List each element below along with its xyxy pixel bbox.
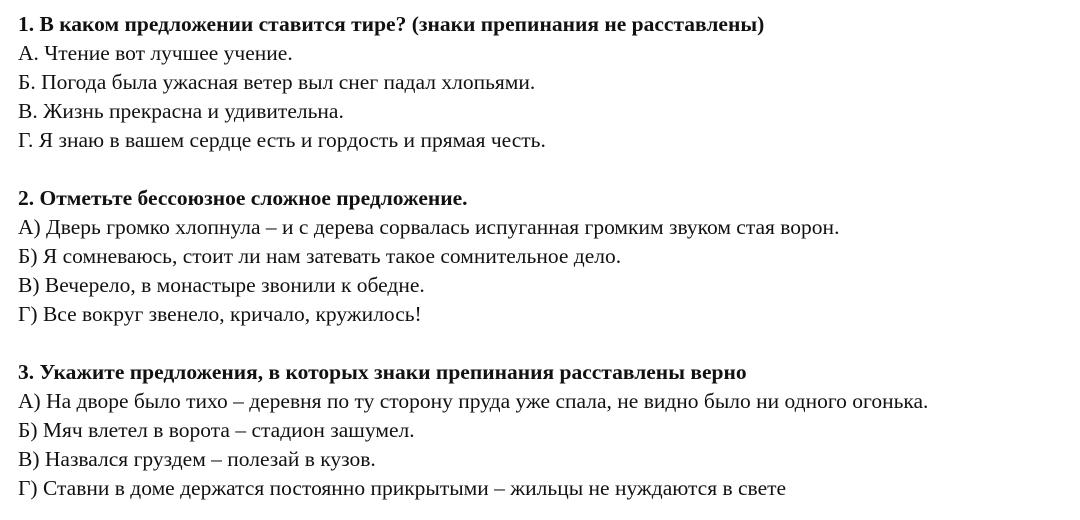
answer-option-b: Б) Мяч влетел в ворота – стадион зашумел.	[18, 418, 415, 442]
answer-option-a: А) Дверь громко хлопнула – и с дерева сорвалась испуганная громким звуком стая ворон.	[18, 215, 840, 239]
question-1	[18, 10, 1068, 155]
answer-option-g: Г) Все вокруг звенело, кричало, кружилось!	[18, 302, 422, 326]
answer-option-b: Б. Погода была ужасная ветер выл снег падал хлопьями.	[18, 70, 536, 94]
answer-option-g: Г. Я знаю в вашем сердце есть и гордость и прямая честь.	[18, 128, 546, 152]
question-title: 3. Укажите предложения, в которых знаки препинания расставлены верно	[18, 360, 747, 384]
question-3	[18, 358, 1068, 503]
question-title: 1. В каком предложении ставится тире? (знаки препинания не расставлены)	[18, 12, 765, 36]
answer-option-v: В) Назвался груздем – полезай в кузов.	[18, 447, 376, 471]
answer-option-v: В. Жизнь прекрасна и удивительна.	[18, 99, 344, 123]
blank-line	[18, 155, 1068, 184]
question-title: 2. Отметьте бессоюзное сложное предложение.	[18, 186, 468, 210]
answer-option-v: В) Вечерело, в монастыре звонили к обедне.	[18, 273, 425, 297]
answer-option-g: Г) Ставни в доме держатся постоянно прикрытыми – жильцы не нуждаются в свете	[18, 476, 787, 500]
answer-option-b: Б) Я сомневаюсь, стоит ли нам затевать такое сомнительное дело.	[18, 244, 622, 268]
answer-option-a: А) На дворе было тихо – деревня по ту сторону пруда уже спала, не видно было ни одного огонька.	[18, 389, 929, 413]
blank-line	[18, 329, 1068, 358]
question-2	[18, 184, 1068, 329]
document-page	[18, 10, 1068, 503]
answer-option-a: А. Чтение вот лучшее учение.	[18, 41, 293, 65]
